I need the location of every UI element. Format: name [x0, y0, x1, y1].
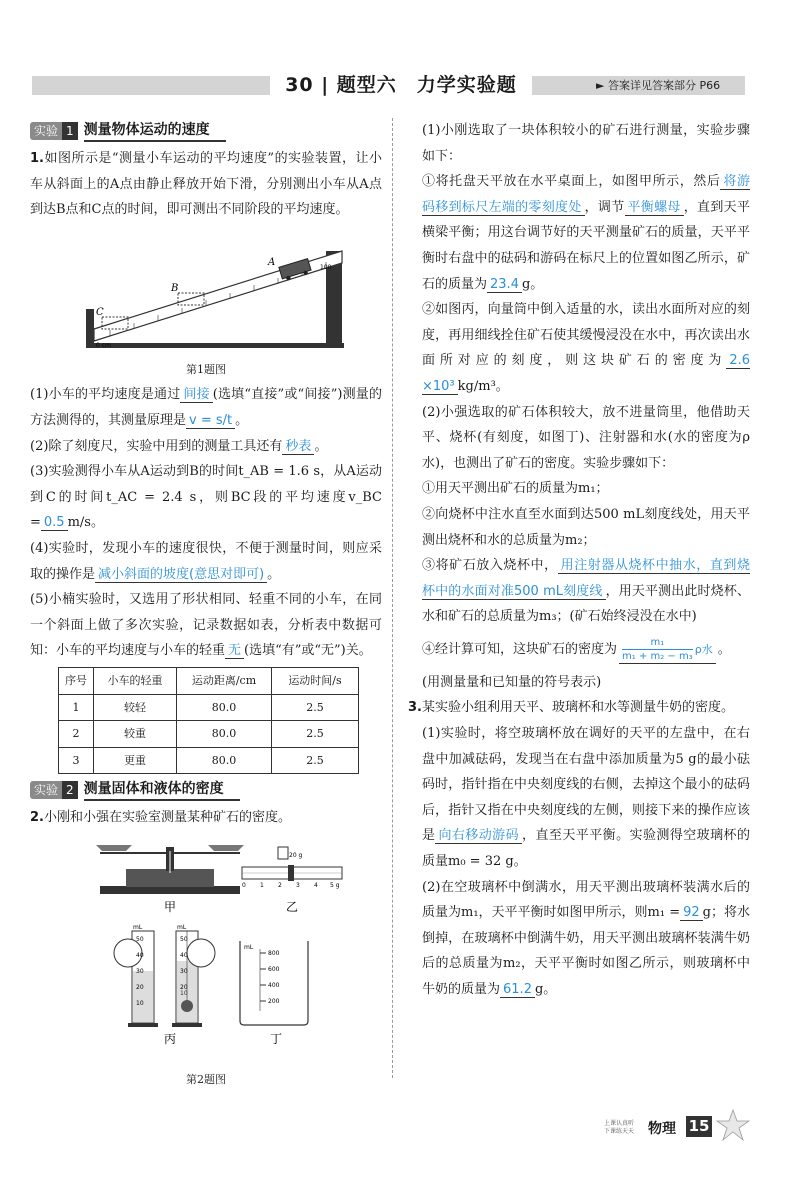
label-jia: 甲: [164, 899, 177, 914]
table-cell: 2.5: [272, 721, 359, 748]
q2-note: (用测量量和已知量的符号表示): [422, 674, 602, 690]
answer-formula: v = s/t: [186, 413, 235, 429]
q3-part-2: (2)在空玻璃杯中倒满水，用天平测出玻璃杯装满水后的质量为m₁，天平平衡时如图甲所示，则m₁ = 92 g；将水倒掉，在玻璃杯中倒满牛奶，用天平测出玻璃杯装满牛奶后的总质量为m₂，天平平衡时如图乙所示，则玻璃杯中牛奶的质量为 61.2 g。: [422, 879, 750, 997]
table-header-row: [59, 667, 359, 694]
beaker-tick: 800: [268, 949, 280, 957]
question-number: 1.: [30, 151, 44, 166]
answer-blank: 2.6 ×10³: [422, 353, 750, 394]
cylinder-tick: 20: [136, 983, 144, 991]
q2-part-2-intro: (2)小强选取的矿石体积较大，放不进量筒里，他借助天平、烧杯(有刻度，如图丁)、注射器和水(水的密度为ρ水)，也测出了矿石的密度。实验步骤如下：: [422, 404, 750, 471]
answer-blank: 用注射器从烧杯中抽水，直到烧杯中的水面对准500 mL刻度线: [422, 558, 750, 599]
answer-blank: 61.2: [500, 982, 535, 998]
table-cell: 2: [59, 721, 94, 748]
beaker-unit: mL: [244, 943, 254, 951]
label-c: C: [96, 306, 104, 318]
cylinder-tick: 30: [180, 967, 188, 975]
answer-blank: 23.4: [487, 277, 522, 293]
table-cell: 更重: [94, 747, 177, 774]
figure-2-caption: 第2题图: [186, 1072, 226, 1086]
q2-step-2-2: ②向烧杯中注水直至水面到达500 mL刻度线处，用天平测出烧杯和水的总质量为m₂；: [422, 506, 750, 548]
table-cell: 较轻: [94, 694, 177, 721]
section-heading-2: [30, 778, 382, 802]
table-cell: 1: [59, 694, 94, 721]
q1-part-2: (2)除了刻度尺，实验中用到的测量工具还有 秒表 。: [30, 438, 328, 454]
cylinder-tick: 10: [180, 989, 188, 997]
q1-part-4: (4)实验时，发现小车的速度很快，不便于测量时间，则应采取的操作是 减小斜面的坡度(意思对即可) 。: [30, 540, 382, 582]
answer-blank: 向右移动游码: [435, 828, 522, 844]
section-heading-1: [30, 119, 382, 143]
q3-part-1: (1)实验时，将空玻璃杯放在调好的天平的左盘中，在右盘中加减砝码，发现当在右盘中添加质量为5 g的最小砝码时，指针指在中央刻度线的右侧，去掉这个最小的砝码后，指针又指在中央刻度线的左侧，则接下来的操作应该是 向右移动游码 ，直至天平平衡。实验测得空玻璃杯的质量m₀ = 32 g。: [422, 726, 750, 870]
label-b: B: [171, 282, 179, 294]
table-cell: 3: [59, 747, 94, 774]
cylinder-tick: 30: [136, 967, 144, 975]
label-ding: 丁: [270, 1031, 283, 1046]
cylinder-tick: 10: [136, 999, 144, 1007]
table-row: [59, 694, 359, 721]
figure-2: [30, 831, 382, 1067]
weight-label: 20 g: [289, 851, 303, 859]
table-cell: 80.0: [177, 694, 272, 721]
section-tag: 实验: [30, 781, 62, 799]
question-2-stem: 2.小刚和小强在实验室测量某种矿石的密度。: [30, 810, 291, 826]
cylinder-tick: 40: [180, 951, 188, 959]
cart-a: [279, 258, 312, 281]
answer-blank: 0.5: [41, 515, 68, 531]
cylinder-tick: 50: [180, 935, 188, 943]
answer-blank: 间接: [180, 387, 212, 403]
page-number: 15: [686, 1116, 712, 1137]
section-number: 1: [62, 122, 78, 140]
table-cell: 2.5: [272, 747, 359, 774]
data-table: [58, 667, 359, 774]
table-row: [59, 721, 359, 748]
left-column: [30, 118, 382, 1092]
ruler-end-label: 100: [320, 263, 332, 271]
q1-part-5: (5)小楠实验时，又选用了形状相同、轻重不同的小车，在同一个斜面上做了多次实验，记录数据如表，分析表中数据可知：小车的平均速度与小车的轻重 无 (选填“有”或“无”)关。: [30, 592, 382, 659]
fraction-denominator: m₁ + m₂ − m₃: [622, 650, 693, 662]
q2-step-1: ①将托盘天平放在水平桌面上，如图甲所示，然后 将游码移到标尺左端的零刻度处 ，调节 平衡螺母 ，直到天平横梁平衡；用这台调节好的天平测量矿石的质量，天平平衡时右盘中的砝码和游码在标尺上的位置如图乙所示，矿石的质量为 23.4 g。: [422, 174, 750, 292]
table-row: [59, 747, 359, 774]
question-1-stem: 1.如图所示是“测量小车运动的平均速度”的实验装置，让小车从斜面上的A点由静止释放开始下滑，分别测出小车从A点到达B点和C点的时间，即可测出不同阶段的平均速度。: [30, 151, 382, 218]
section-title: 测量固体和液体的密度: [84, 779, 240, 801]
answer-blank: 秒表: [282, 439, 314, 455]
label-yi: 乙: [286, 899, 299, 914]
question-3-stem: 3.某实验小组利用天平、玻璃杯和水等测量牛奶的密度。: [408, 700, 734, 716]
footer-subject: 物理: [648, 1121, 676, 1137]
table-cell: 80.0: [177, 747, 272, 774]
incline-diagram: [30, 223, 382, 357]
table-header: 序号: [59, 667, 94, 694]
section-tag: 实验: [30, 122, 62, 140]
page-title: 30 | 题型六 力学实验题: [270, 72, 532, 99]
cylinder-unit: mL: [177, 923, 187, 931]
table-cell: 较重: [94, 721, 177, 748]
footer-slogan: 上课认真听 下课练天天: [604, 1120, 635, 1135]
answer-reference: ► 答案详见答案部分 P66: [596, 79, 721, 92]
ruler-unit-label: 0 cm: [96, 341, 111, 349]
q2-step-2: ②如图丙，向量筒中倒入适量的水，读出水面所对应的刻度，再用细线拴住矿石使其缓慢浸没在水中，再次读出水面所对应的刻度，则这块矿石的密度为 2.6 ×10³ kg/m³。: [422, 302, 750, 394]
cylinder-tick: 50: [136, 935, 144, 943]
table-header: 运动距离/cm: [177, 667, 272, 694]
rho-water: ρ水: [694, 642, 713, 656]
figure-1-caption: 第1题图: [186, 362, 226, 376]
figure-1: [30, 223, 382, 357]
question-number: 3.: [408, 700, 422, 716]
table-header: 运动时间/s: [272, 667, 359, 694]
q1-part-3: (3)实验测得小车从A运动到B的时间t_AB = 1.6 s，从A运动到C的时间t_AC = 2.4 s，则BC段的平均速度v_BC = 0.5 m/s。: [30, 464, 382, 531]
scale-tick: 1: [260, 881, 264, 889]
section-title: 测量物体运动的速度: [84, 120, 226, 142]
answer-blank: 减小斜面的坡度(意思对即可): [95, 567, 267, 583]
q2-step-2-4: ④经计算可知，这块矿石的密度为 $\frac{\text{m₁}}{\text{m₁ + m₂ − m₃}}$ ρ水 。: [422, 636, 731, 662]
scale-tick: 3: [296, 881, 300, 889]
cylinder-tick: 20: [180, 983, 188, 991]
scale-tick: 2: [278, 881, 282, 889]
answer-fraction: [619, 636, 716, 664]
label-bing: 丙: [164, 1031, 177, 1046]
balance-diagram: [30, 831, 382, 1067]
beaker-tick: 600: [268, 965, 280, 973]
beaker-tick: 200: [268, 997, 280, 1005]
answer-blank: 92: [680, 905, 703, 921]
table-cell: 80.0: [177, 721, 272, 748]
beaker-tick: 400: [268, 981, 280, 989]
answer-blank: 平衡螺母: [625, 200, 684, 216]
question-number: 2.: [30, 810, 44, 826]
label-a: A: [268, 256, 276, 268]
scale-tick: 0: [242, 881, 246, 889]
answer-blank: 无: [225, 643, 244, 659]
table-cell: 2.5: [272, 694, 359, 721]
fraction-numerator: m₁: [650, 636, 665, 648]
column-divider: [392, 118, 393, 1078]
q2-step-2-1: ①用天平测出矿石的质量为m₁；: [422, 481, 609, 497]
answer-blank: 将游码移到标尺左端的零刻度处: [422, 174, 750, 215]
scale-tick: 4: [314, 881, 318, 889]
q2-part-1-intro: (1)小刚选取了一块体积较小的矿石进行测量，实验步骤如下：: [422, 123, 750, 164]
table-header: 小车的轻重: [94, 667, 177, 694]
q2-step-2-3: ③将矿石放入烧杯中， 用注射器从烧杯中抽水，直到烧杯中的水面对准500 mL刻度线 ，用天平测出此时烧杯、水和矿石的总质量为m₃；(矿石始终浸没在水中): [422, 558, 750, 625]
balance-jia: [96, 845, 244, 894]
cylinder-unit: mL: [133, 923, 143, 931]
section-number: 2: [62, 781, 78, 799]
star-icon: [716, 1108, 750, 1142]
cylinders-bing: [114, 931, 215, 1027]
q1-part-1: (1)小车的平均速度是通过 间接 (选填“直接”或“间接”)测量的方法测得的，其测量原理是 v = s/t 。: [30, 387, 382, 428]
scale-tick: 5 g: [330, 881, 340, 889]
right-column: [408, 118, 750, 1003]
cylinder-tick: 40: [136, 951, 144, 959]
